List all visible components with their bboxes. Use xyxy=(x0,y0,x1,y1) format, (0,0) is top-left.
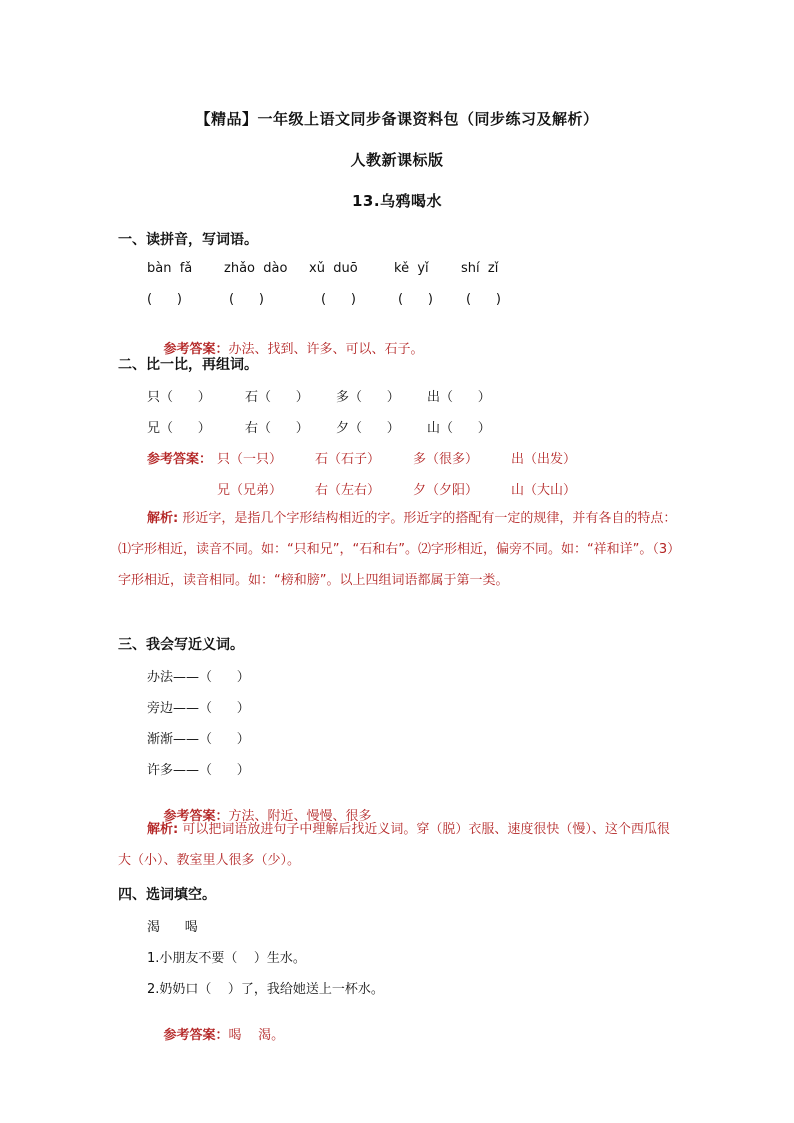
answer-item: 出（出发） xyxy=(511,452,577,467)
compare-item: 石（ ） xyxy=(245,390,309,405)
analysis-label: 解析: xyxy=(147,511,179,526)
analysis-text: 形近字，是指几个字形结构相近的字。形近字的搭配有一定的规律，并有各自的特点：⑴字形相近，读音不同。如：“只和兄”，“石和右”。⑵字形相近，偏旁不同。如：“祥和详”。（3）字形相近，读音相同。如：“榜和膀”。以上四组词语都属于第一类。 xyxy=(118,511,677,588)
answer-label: 参考答案： xyxy=(163,342,229,357)
analysis-label: 解析: xyxy=(147,822,179,837)
pinyin-item: bàn fǎ xyxy=(147,261,193,276)
answer-item: 夕（夕阳） xyxy=(413,483,479,498)
section-4-answer xyxy=(147,1009,284,1058)
pinyin-item: kě yǐ xyxy=(394,261,429,276)
lesson-title: 13.乌鸦喝水 xyxy=(351,192,443,210)
pinyin-item: zhǎo dào xyxy=(224,261,288,276)
answer-text: 方法、附近、慢慢、很多 xyxy=(228,809,372,824)
compare-item: 夕（ ） xyxy=(336,421,400,436)
synonym-item: 渐渐——（ ） xyxy=(147,732,250,747)
section-3-analysis xyxy=(118,814,678,876)
section-2-heading: 二、比一比，再组词。 xyxy=(118,357,258,373)
answer-blank: ( ) xyxy=(229,292,264,307)
synonym-item: 办法——（ ） xyxy=(147,670,250,685)
compare-item: 只（ ） xyxy=(147,390,211,405)
answer-label: 参考答案： xyxy=(163,1028,229,1043)
compare-item: 多（ ） xyxy=(336,390,400,405)
answer-blank: ( ) xyxy=(321,292,356,307)
pinyin-item: xǔ duō xyxy=(309,261,358,276)
answer-item: 右（左右） xyxy=(315,483,381,498)
answer-item: 多（很多） xyxy=(413,452,479,467)
section-2-analysis xyxy=(118,503,678,596)
answer-label xyxy=(147,448,212,467)
answer-item: 兄（兄弟） xyxy=(217,483,283,498)
answer-text: 喝 渴。 xyxy=(228,1028,285,1043)
section-4-heading: 四、选词填空。 xyxy=(118,887,216,903)
fill-question-1: 1.小朋友不要（ ）生水。 xyxy=(147,951,306,966)
answer-blank: ( ) xyxy=(466,292,501,307)
compare-item: 出（ ） xyxy=(427,390,491,405)
answer-label: 参考答案： xyxy=(163,809,229,824)
answer-text: 办法、找到、许多、可以、石子。 xyxy=(228,342,424,357)
analysis-text: 可以把词语放进句子中理解后找近义词。穿（脱）衣服、速度很快（慢）、这个西瓜很大（小）、教室里人很多（少）。 xyxy=(118,822,670,868)
section-1-heading: 一、读拼音，写词语。 xyxy=(118,232,258,248)
synonym-item: 许多——（ ） xyxy=(147,763,250,778)
answer-blank: ( ) xyxy=(398,292,433,307)
answer-blank: ( ) xyxy=(147,292,182,307)
compare-item: 兄（ ） xyxy=(147,421,211,436)
synonym-item: 旁边——（ ） xyxy=(147,701,250,716)
section-3-heading: 三、我会写近义词。 xyxy=(118,637,244,653)
document-title: 【精品】一年级上语文同步备课资料包（同步练习及解析） xyxy=(195,110,599,128)
answer-item: 石（石子） xyxy=(315,452,381,467)
answer-label-text: 参考答案： xyxy=(147,452,213,467)
pinyin-item: shí zǐ xyxy=(461,261,499,276)
word-choices: 渴 喝 xyxy=(147,920,198,935)
fill-question-2: 2.奶奶口（ ）了，我给她送上一杯水。 xyxy=(147,982,384,997)
edition-title: 人教新课标版 xyxy=(350,151,444,169)
compare-item: 右（ ） xyxy=(245,421,309,436)
answer-item: 只（一只） xyxy=(217,452,283,467)
answer-item: 山（大山） xyxy=(511,483,577,498)
compare-item: 山（ ） xyxy=(427,421,491,436)
